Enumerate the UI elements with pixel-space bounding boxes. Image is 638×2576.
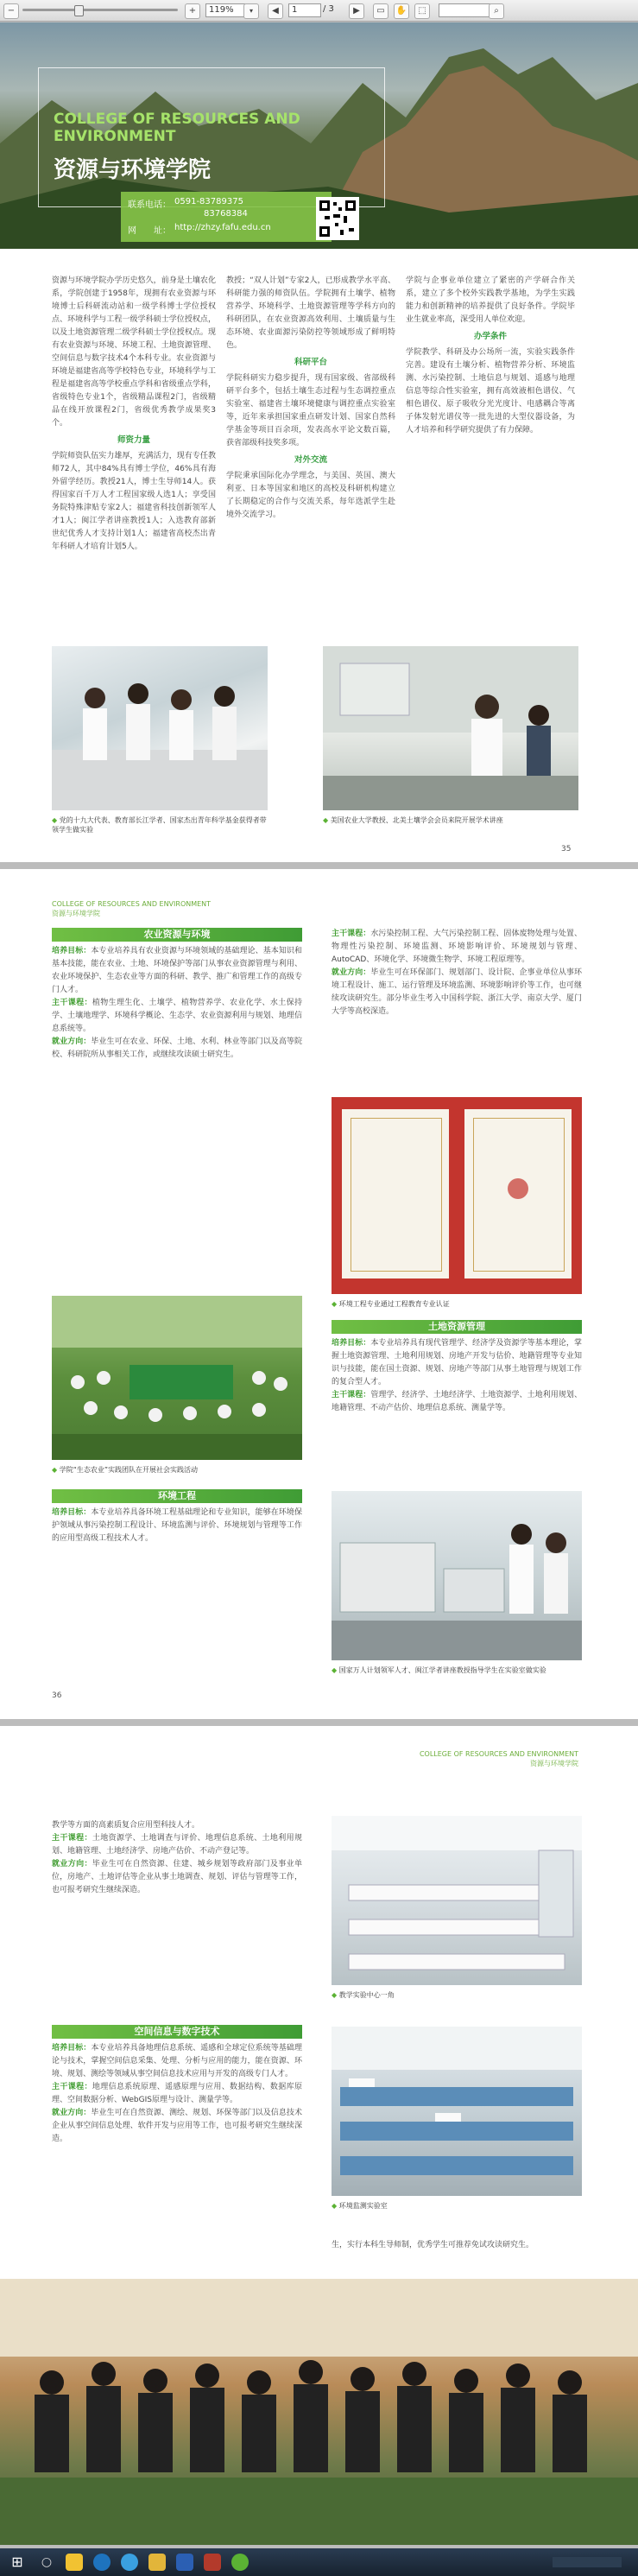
land-cont-jobs: 就业方向：毕业生可在自然资源、住建、城乡规划等政府部门及事业单位，房地产、土地评估等企业从事土地调查、规划、评估与管理等工作，也可报考研究生继续深造。 [52,1860,302,1894]
faculty-heading: 师资力量 [117,435,150,445]
env-eng-jobs: 就业方向：毕业生可在环保部门、规划部门、设计院、企事业单位从事环境工程设计、施工、运行管理及环境监测、环境影响评价等工作，也可继续攻读研究生。部分毕业生考入中国科学院、浙江大学、南京大学、厦门大学等高校深造。 [332,968,582,1016]
college-title-en: COLLEGE OF RESOURCES AND ENVIRONMENT [54,111,300,145]
media-icon[interactable] [148,2554,166,2571]
certificate-2 [464,1109,572,1278]
monitoring-lab-photo [332,2027,582,2196]
web-label: 网 址： [128,226,171,236]
page-total-label: / 3 [323,4,334,14]
photo3-caption: ◆ 学院“生态农业”实践团队在开展社会实践活动 [52,1466,198,1474]
land-cont-paragraph: 教学等方面的高素质复合应用型科技人才。 [52,1821,200,1830]
photo1-caption: ◆ 党的十九大代表、教育部长江学者、国家杰出青年科学基金获得者带领学生做实验 [52,816,267,834]
teaching-lab-photo [332,1816,582,1985]
phone-value-2: 83768384 [204,209,248,219]
section-bar-land: 土地资源管理 [332,1320,582,1334]
section-land-management [332,1320,582,1415]
contact-box [121,192,332,242]
agriculture-jobs: 就业方向：毕业生可在农业、环保、土地、水利、林业等部门以及高等院校、科研院所从事相关工作，或继续攻读硕士研究生。 [52,1037,302,1059]
zoom-slider-handle[interactable] [74,5,84,16]
land-management-cont [52,1819,302,1897]
page-header-en: COLLEGE OF RESOURCES AND ENVIRONMENT [419,1750,578,1758]
cert-caption: ◆ 环境工程专业通过工程教育专业认证 [332,1300,450,1308]
file-explorer-icon[interactable] [66,2554,83,2571]
intro-paragraph: 资源与环境学院办学历史悠久，前身是土壤农化系，学院创建于1958年，现拥有农业资源与环境博士后科研流动站和一级学科博士学位授权点、环境科学与工程一级学科硕士学位授权点，以及土地资源管理二级学科硕士学位授权点。现有农业资源与环境、环境工程、土地资源管理、空间信息与数字技术4个本科专业。农业资源与环境是福建省高等学校特色专业，环境科学与工程是福建省高等学校重点学科和省级重点学科，省级特色专业1个，省级精品课程2门，省级精品在线开放课程2门，省级优秀教学成果奖3个。 [52,276,216,428]
hand-tool-icon[interactable]: ✋ [394,3,409,19]
page-number: 35 [561,845,572,853]
page-header-cn: 资源与环境学院 [530,1760,578,1767]
zoom-dropdown-icon[interactable]: ▾ [243,3,259,19]
exchange-paragraph: 学院秉承国际化办学理念，与美国、英国、澳大利亚、日本等国家和地区的高校及科研机构建立了长期稳定的合作与交流关系，每年选派学生赴境外交流学习。 [226,472,395,519]
research-heading: 科研平台 [294,358,327,367]
agriculture-courses: 主干课程：植物生理生化、土壤学、植物营养学、农业化学、水土保持学、土壤地理学、环境科学概论、生态学、农业资源利用与规划、地理信息系统等。 [52,999,302,1033]
zoom-slider[interactable] [22,9,178,11]
land-cont-courses: 主干课程：土地资源学、土地调查与评价、地理信息系统、土地利用规划、地籍管理、土地经济学、房地产估价、不动产登记等。 [52,1834,302,1856]
windows-start-icon[interactable]: ⊞ [11,2554,23,2570]
photo6-caption: ◆ 环境监测实验室 [332,2202,388,2210]
mountain-hero-image [0,22,638,249]
zoom-in-button[interactable]: + [185,3,200,19]
exchange-heading: 对外交流 [294,455,327,465]
phone-label: 联系电话： [128,200,171,210]
word-icon[interactable] [176,2554,193,2571]
column-2 [226,275,395,522]
section-spatial-info [52,2025,302,2146]
section-bar-spatial: 空间信息与数字技术 [52,2025,302,2039]
spatial-jobs: 就业方向：毕业生可在自然资源、测绘、规划、环保等部门以及信息技术企业从事空间信息处理、软件开发与应用等工作，也可报考研究生继续深造。 [52,2109,302,2143]
seal-icon [508,1178,528,1199]
college-title-cn: 资源与环境学院 [54,157,212,183]
page-36 [0,869,638,1719]
pdf-reader-icon[interactable] [204,2554,221,2571]
browser-icon[interactable] [93,2554,111,2571]
env-eng-courses: 主干课程：水污染控制工程、大气污染控制工程、固体废物处理与处置、物理性污染控制、环境监测、环境影响评价、环境规划与管理、AutoCAD、环境化学、环境微生物学、环境工程原理等。 [332,930,582,964]
zoom-level-field[interactable]: 119% [205,3,245,17]
graduation-group-photo [0,2279,638,2545]
lecture-photo [323,646,578,810]
wechat-icon[interactable] [231,2554,249,2571]
page-number-field[interactable]: 1 [288,3,321,17]
ie-icon[interactable] [121,2554,138,2571]
certificate-1 [342,1109,449,1278]
system-tray[interactable] [553,2557,622,2567]
column-1 [52,275,216,554]
research-paragraph: 学院科研实力稳步提升，现有国家级、省部级科研平台多个，包括土壤生态过程与生态调控重点实验室、福建省土壤环境健康与调控重点实验室等，近年来承担国家重点研发计划、国家自然科学基金等项目百余项，发表高水平论文数百篇，获省部级科技奖多项。 [226,374,395,447]
viewer-toolbar [0,0,638,22]
section-bar-env-eng: 环境工程 [52,1489,302,1503]
select-tool-icon[interactable]: ⬚ [414,3,430,19]
search-icon[interactable]: ⌕ [489,3,504,19]
column-3 [406,275,575,437]
section-bar-agriculture: 农业资源与环境 [52,928,302,942]
fit-page-icon[interactable]: ▭ [373,3,388,19]
photo5-caption: ◆ 教学实验中心一角 [332,1991,395,1999]
spatial-courses: 主干课程：地理信息系统原理、遥感原理与应用、数据结构、数据库原理、空间数据分析、WebGIS原理与设计、测量学等。 [52,2083,302,2104]
page-37 [0,1726,638,2545]
page-header-en: COLLEGE OF RESOURCES AND ENVIRONMENT [52,900,212,908]
faculty-cont-paragraph: 教授；“双人计划”专家2人，已形成教学水平高、科研能力强的师资队伍。学院拥有土壤学、植物营养学、环境科学、土地资源管理等学科方向的科研团队，在农业资源高效利用、土壤质量与生态环境、农业面源污染防控等领域形成了鲜明特色。 [226,276,395,350]
facilities-heading: 办学条件 [473,332,507,341]
page-35 [0,22,638,862]
photo4-caption: ◆ 国家万人计划领军人才、闽江学者讲座教授指导学生在实验室做实验 [332,1666,546,1674]
lab-photo-students [52,646,268,810]
section-environmental-engineering [52,1489,302,1545]
web-link[interactable]: http://zhzy.fafu.edu.cn [174,223,271,232]
env-eng-goal: 培养目标：本专业培养具备环境工程基础理论和专业知识，能够在环境保护领域从事污染控制工程设计、环境监测与评价、环境规划与管理等工作的应用型高级工程技术人才。 [52,1508,302,1543]
search-input[interactable] [439,3,490,17]
page-number: 36 [52,1691,62,1700]
faculty-paragraph: 学院师资队伍实力雄厚，充满活力，现有专任教师72人，其中84%具有博士学位，46%具有海外留学经历。教授21人，博士生导师14人。获得国家百千万人才工程国家级人选1人；享受国务院特殊津贴专家2人；福建省科技创新领军人才1人；闽江学者讲座教授1人；入选教育部新世纪优秀人才支持计划1人；福建省高校杰出青年科研人才培育计划5人。 [52,452,216,551]
phone-value: 0591-83789375 [174,197,243,206]
search-icon[interactable]: ○ [41,2555,53,2569]
next-page-icon[interactable]: ▶ [349,3,364,19]
spatial-goal: 培养目标：本专业培养具备地理信息系统、遥感和全球定位系统等基础理论与技术，掌握空间信息采集、处理、分析与应用的能力，能在资源、环境、规划、测绘等领域从事空间信息技术应用与开发的高级专门人才。 [52,2044,302,2078]
taskbar [0,2548,638,2576]
qr-code-icon [316,197,359,240]
env-eng-details [332,928,582,1018]
photo2-caption: ◆ 美国农业大学教授、北美土壤学会会员来院开展学术讲座 [323,816,503,824]
land-courses: 主干课程：管理学、经济学、土地经济学、土地资源学、土地利用规划、地籍管理、不动产估价、地理信息系统、测量学等。 [332,1391,582,1412]
cooperation-paragraph: 学院与企事业单位建立了紧密的产学研合作关系，建立了多个校外实践教学基地，为学生实践能力和创新精神的培养提供了良好条件。学院毕业生就业率高，深受用人单位欢迎。 [406,276,575,324]
section-agriculture [52,928,302,1062]
group-photo-practice [52,1296,302,1460]
facilities-paragraph: 学院教学、科研及办公场所一流，实验实践条件完善。建设有土壤分析、植物营养分析、环境监测、水污染控制、土地信息与规划、遥感与地理信息等综合性实验室，拥有高效液相色谱仪、气相色谱仪、原子吸收分光光度计、电感耦合等离子体发射光谱仪等一批先进的大型仪器设备，为人才培养和科学研究提供了有力保障。 [406,348,575,435]
prev-page-icon[interactable]: ◀ [268,3,283,19]
land-goal: 培养目标：本专业培养具有现代管理学、经济学及资源学等基本理论，掌握土地资源管理、土地利用规划、房地产开发与估价、地籍管理等专业知识与技能，能在国土资源、规划、房地产等部门从事土地管理与规划工作的复合型人才。 [332,1339,582,1386]
bottom-right-text: 生，实行本科生导师制，优秀学生可推荐免试攻读研究生。 [332,2241,534,2249]
page-header-cn: 资源与环境学院 [52,910,100,917]
lab-equipment-photo [332,1491,582,1660]
agriculture-goal: 培养目标：本专业培养具有农业资源与环境领域的基础理论、基本知识和基本技能，能在农业、土地、环境保护等部门从事农业资源管理与利用、农业环境保护、生态农业等方面的科研、教学、推广和管理工作的高级专门人才。 [52,947,302,994]
zoom-out-button[interactable]: − [3,3,19,19]
certificates-photo [332,1097,582,1294]
